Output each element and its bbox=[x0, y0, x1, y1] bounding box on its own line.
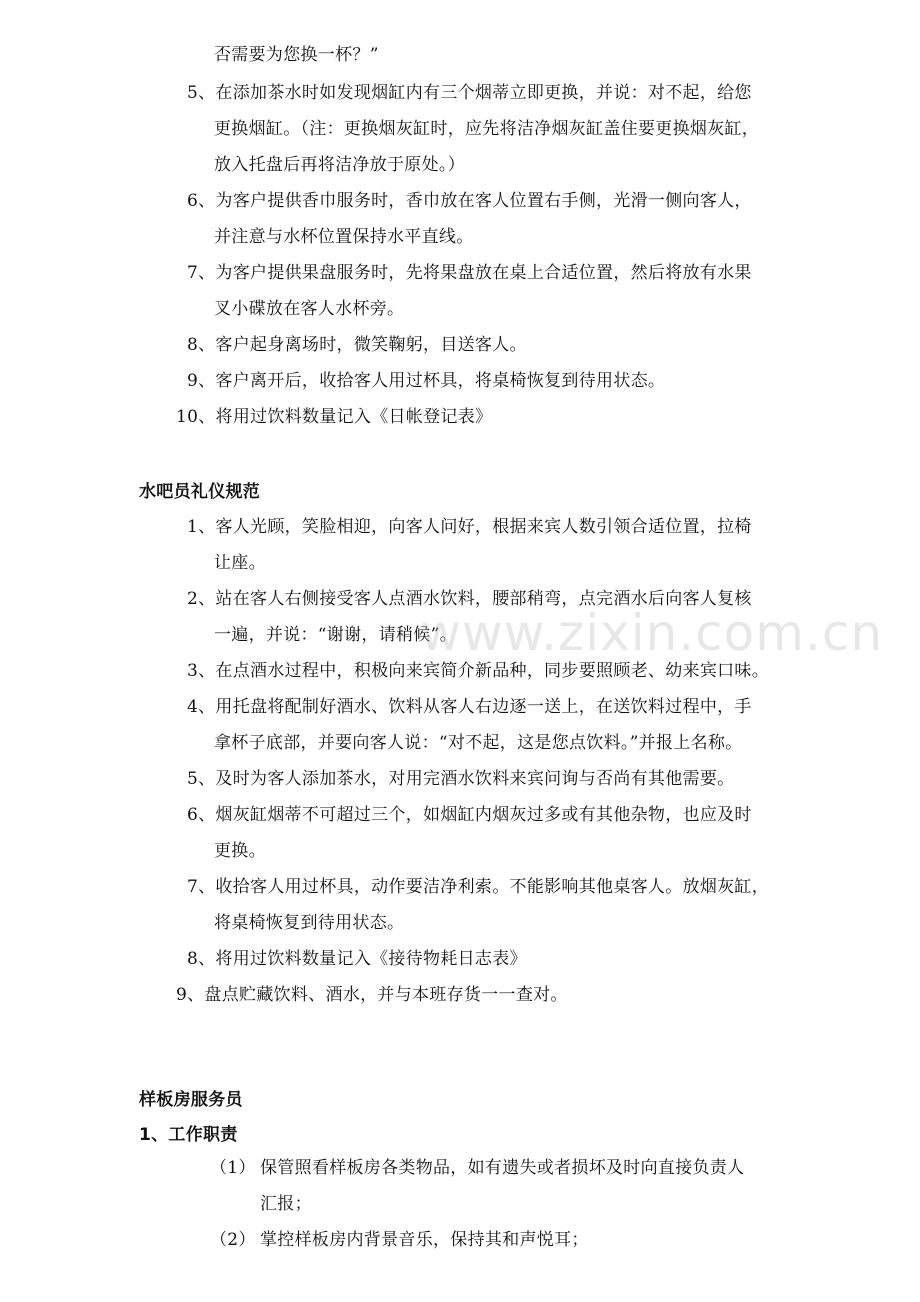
list-item bbox=[187, 370, 665, 392]
list-item-text: 盘点贮藏饮料、酒水，并与本班存货一一查对。 bbox=[204, 985, 568, 1005]
list-item-text: 烟灰缸烟蒂不可超过三个，如烟缸内烟灰过多或有其他杂物，也应及时 bbox=[215, 805, 752, 825]
list-item-text: 保管照看样板房各类物品，如有遗失或者损坏及时向直接负责人 bbox=[260, 1158, 745, 1178]
list-item-text: 否需要为您换一杯？” bbox=[214, 45, 379, 65]
list-item-text: 在添加茶水时如发现烟缸内有三个烟蒂立即更换，并说：对不起，给您 bbox=[215, 83, 752, 103]
list-item bbox=[187, 190, 752, 212]
list-item-text: 站在客人右侧接受客人点酒水饮料，腰部稍弯，点完酒水后向客人复核 bbox=[215, 589, 752, 609]
list-item-number: 7、 bbox=[187, 877, 216, 897]
list-item-continuation bbox=[214, 44, 379, 66]
list-item-number: 9、 bbox=[187, 371, 216, 391]
list-item-number: 1、 bbox=[187, 517, 216, 537]
list-item-text-line: 将桌椅恢复到待用状态。 bbox=[214, 913, 405, 933]
list-item-text: 在点酒水过程中，积极向来宾简介新品种，同步要照顾老、幼来宾口味。 bbox=[215, 661, 770, 681]
list-item-number: 2、 bbox=[187, 589, 216, 609]
list-item-text: 将用过饮料数量记入《接待物耗日志表》 bbox=[215, 949, 527, 969]
section-heading: 水吧员礼仪规范 bbox=[139, 482, 261, 502]
list-item-number: 3、 bbox=[187, 661, 216, 681]
section-subheading: 1、工作职责 bbox=[139, 1125, 238, 1145]
list-item-number: 10、 bbox=[176, 407, 216, 427]
list-item-text: 掌控样板房内背景音乐，保持其和声悦耳； bbox=[260, 1230, 589, 1250]
list-item-text: 将用过饮料数量记入《日帐登记表》 bbox=[215, 407, 493, 427]
list-item-text: 收拾客人用过杯具，动作要洁净利索。不能影响其他桌客人。放烟灰缸， bbox=[215, 877, 770, 897]
list-item bbox=[210, 1157, 744, 1179]
list-item bbox=[176, 406, 492, 428]
list-item bbox=[176, 984, 568, 1006]
list-item-text-line: 放入托盘后再将洁净放于原处。） bbox=[214, 155, 465, 175]
list-item bbox=[187, 768, 734, 790]
list-item-text: 客人光顾，笑脸相迎，向客人问好，根据来宾人数引领合适位置，拉椅 bbox=[215, 517, 752, 537]
list-item-text: 为客户提供果盘服务时，先将果盘放在桌上合适位置，然后将放有水果 bbox=[215, 263, 752, 283]
list-item-text: 客户起身离场时，微笑鞠躬，目送客人。 bbox=[215, 335, 527, 355]
list-item-text-line: 并注意与水杯位置保持水平直线。 bbox=[214, 227, 474, 247]
list-item-text-line: 叉小碟放在客人水杯旁。 bbox=[214, 299, 405, 319]
watermark: www.zixin.com.cn bbox=[420, 604, 884, 662]
list-item-text-line: 一遍，并说：“谢谢，请稍候”。 bbox=[214, 625, 457, 645]
list-item-text: 客户离开后，收拾客人用过杯具，将桌椅恢复到待用状态。 bbox=[215, 371, 666, 391]
list-item-number: 7、 bbox=[187, 263, 216, 283]
list-item-text: 用托盘将配制好酒水、饮料从客人右边逐一送上，在送饮料过程中，手 bbox=[215, 697, 752, 717]
list-item-text-line: 让座。 bbox=[214, 553, 266, 573]
list-item bbox=[187, 660, 769, 682]
list-item bbox=[187, 696, 752, 718]
list-item-text-line: 更换烟缸。（注：更换烟灰缸时，应先将洁净烟灰缸盖住要更换烟灰缸， bbox=[214, 119, 760, 139]
list-item-number: 8、 bbox=[187, 949, 216, 969]
list-item-number: 6、 bbox=[187, 805, 216, 825]
list-item-number: 9、 bbox=[176, 985, 205, 1005]
list-item-number: 5、 bbox=[187, 83, 216, 103]
list-item-number: （1） bbox=[210, 1158, 256, 1178]
list-item-number: 4、 bbox=[187, 697, 216, 717]
list-item bbox=[187, 82, 752, 104]
list-item bbox=[187, 876, 769, 898]
list-item-text: 为客户提供香巾服务时，香巾放在客人位置右手侧，光滑一侧向客人， bbox=[215, 191, 752, 211]
list-item-text-line: 更换。 bbox=[214, 841, 266, 861]
list-item-number: 5、 bbox=[187, 769, 216, 789]
list-item-text-line: 拿杯子底部，并要向客人说：“对不起，这是您点饮料。”并报上名称。 bbox=[214, 733, 743, 753]
list-item-text: 及时为客人添加茶水，对用完酒水饮料来宾问询与否尚有其他需要。 bbox=[215, 769, 735, 789]
list-item-number: 6、 bbox=[187, 191, 216, 211]
list-item bbox=[210, 1229, 589, 1251]
list-item bbox=[187, 948, 527, 970]
list-item-text-line: 汇报； bbox=[260, 1194, 312, 1214]
list-item bbox=[187, 334, 527, 356]
list-item bbox=[187, 262, 752, 284]
section-heading: 样板房服务员 bbox=[139, 1090, 243, 1110]
list-item bbox=[187, 804, 752, 826]
list-item-number: （2） bbox=[210, 1230, 256, 1250]
list-item bbox=[187, 516, 752, 538]
list-item-number: 8、 bbox=[187, 335, 216, 355]
